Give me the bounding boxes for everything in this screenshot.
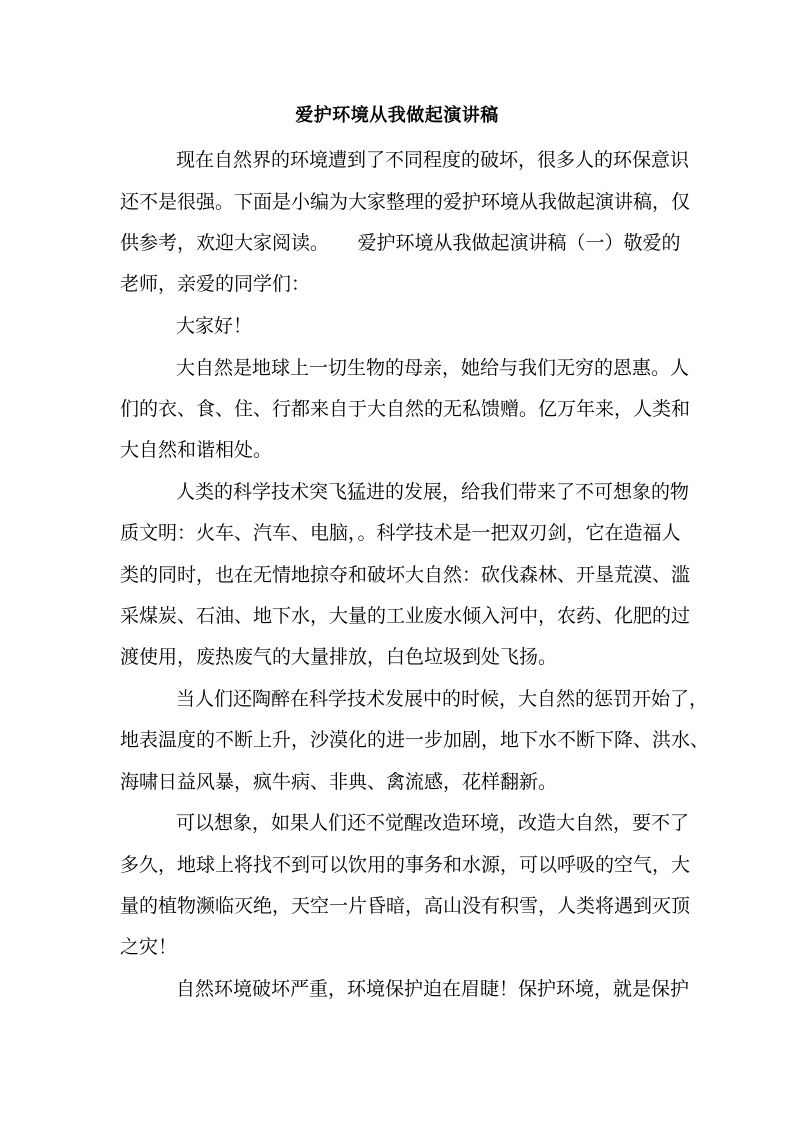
paragraph-1-line-2: 们的衣、食、住、行都来自于大自然的无私馈赠。亿万年来，人类和 <box>120 398 691 420</box>
intro-line-4: 老师，亲爱的同学们： <box>120 273 311 295</box>
paragraph-3-line-1: 当人们还陶醉在科学技术发展中的时候，大自然的惩罚开始了， <box>176 688 709 710</box>
intro-line-3: 供参考，欢迎大家阅读。 爱护环境从我做起演讲稿（一）敬爱的 <box>120 232 681 254</box>
intro-line-1: 现在自然界的环境遭到了不同程度的破坏，很多人的环保意识 <box>176 149 690 171</box>
paragraph-1-line-1: 大自然是地球上一切生物的母亲，她给与我们无穷的恩惠。人 <box>176 357 690 379</box>
paragraph-5-line-1: 自然环境破坏严重，环境保护迫在眉睫！保护环境，就是保护 <box>176 978 690 1000</box>
intro-line-2: 还不是很强。下面是小编为大家整理的爱护环境从我做起演讲稿，仅 <box>120 191 691 213</box>
paragraph-4-line-3: 量的植物濒临灭绝，天空一片昏暗，高山没有积雪，人类将遇到灭顶 <box>120 895 691 917</box>
document-title: 爱护环境从我做起演讲稿 <box>295 105 499 126</box>
paragraph-2-line-4: 采煤炭、石油、地下水，大量的工业废水倾入河中，农药、化肥的过 <box>120 605 691 627</box>
paragraph-3-line-2: 地表温度的不断上升，沙漠化的进一步加剧，地下水不断下降、洪水、 <box>120 729 710 751</box>
greeting-line: 大家好！ <box>176 315 253 337</box>
paragraph-2-line-3: 类的同时，也在无情地掠夺和破坏大自然：砍伐森林、开垦荒漠、滥 <box>120 564 691 586</box>
paragraph-2-line-2: 质文明：火车、汽车、电脑，。科学技术是一把双刃剑，它在造福人 <box>120 522 681 544</box>
paragraph-2-line-1: 人类的科学技术突飞猛进的发展，给我们带来了不可想象的物 <box>176 481 690 503</box>
paragraph-4-line-1: 可以想象，如果人们还不觉醒改造环境，改造大自然，要不了 <box>176 812 690 834</box>
paragraph-2-line-5: 渡使用，废热废气的大量排放，白色垃圾到处飞扬。 <box>120 646 558 668</box>
paragraph-4-line-2: 多久，地球上将找不到可以饮用的事务和水源，可以呼吸的空气，大 <box>120 854 691 876</box>
paragraph-4-line-4: 之灾！ <box>120 936 178 958</box>
paragraph-1-line-3: 大自然和谐相处。 <box>120 439 273 461</box>
paragraph-3-line-3: 海啸日益风暴，疯牛病、非典、禽流感，花样翻新。 <box>120 771 558 793</box>
